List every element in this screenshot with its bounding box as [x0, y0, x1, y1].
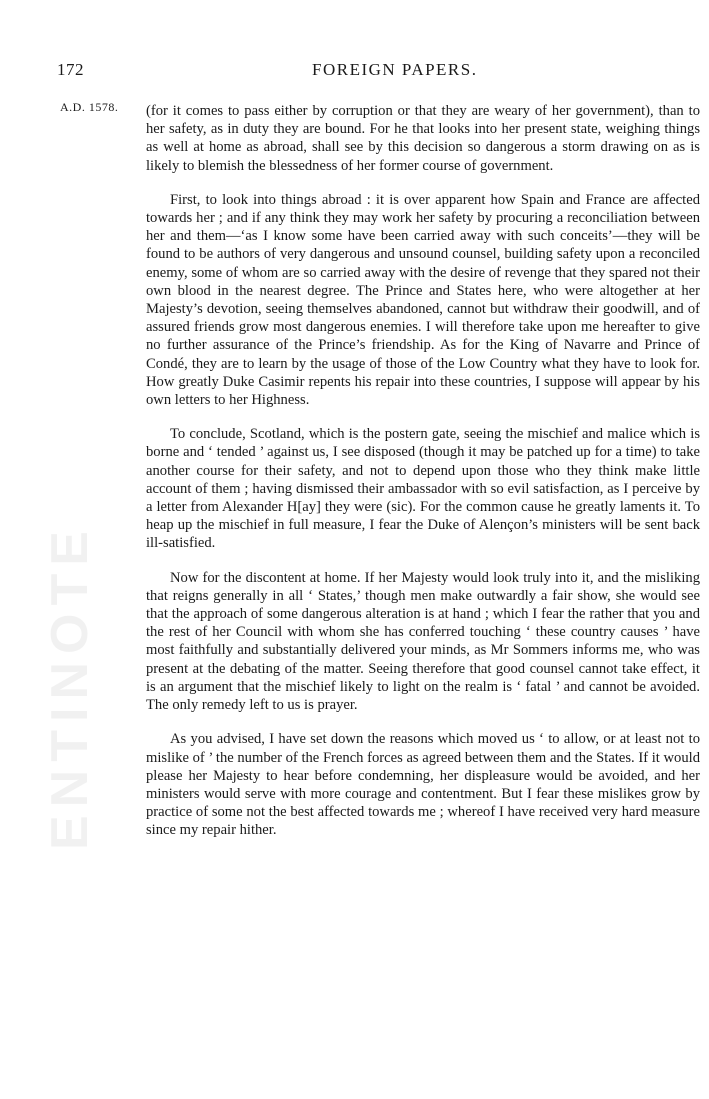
paragraph-2: First, to look into things abroad : it is over apparent how Spain and France are affected towards her ; and if any think they may work her safety by procuring a reconciliation between her and them—‘as I know some have been carried away with such conceits’—they will be found to be authors of very dangerous and unsound counsel, building safety upon a reconciled enemy, some of whom are so carried away with the desire of revenge that they spared not their own blood in the nearest degree. The Prince and States here, who were altogether at her Majesty’s devotion, seeing themselves abandoned, cannot but withdraw their goodwill, and of assured friends grow most dangerous enemies. I will therefore take upon me hereafter to give no further assurance of the Prince’s friendship. As for the King of Navarre and Prince of Condé, they are to learn by the usage of those of the Low Country what they have to look for. How greatly Duke Casimir repents his repair into these countries, I suppose will appear by his own letters to her Highness.	[146, 191, 700, 409]
paragraph-4: Now for the discontent at home. If her Majesty would look truly into it, and the misliking that reigns generally in all ‘ States,’ though men make outwardly a fair show, she would see that the approach of some dangerous alteration is at hand ; which I fear the rather that you and the rest of her Council with whom she has conferred touching ‘ these country causes ’ have most faithfully and substantially delivered your minds, as Mr Sommers informs me, who was present at the debating of the matter. Seeing therefore that good counsel cannot take effect, it is an argument that the mischief likely to light on the realm is ‘ fatal ’ and cannot be avoided. The only remedy left to us is prayer.	[146, 569, 700, 714]
page-number: 172	[57, 60, 84, 79]
watermark: ENTINOTE	[41, 523, 99, 850]
paragraph-1: (for it comes to pass either by corruption or that they are weary of her government), than to her safety, as in duty they are bound. For he that looks into her present state, weighing things as well at home as abroad, shall see by this decision so dangerous a storm drawing on as is likely to blemish the blessedness of her former course of government.	[146, 103, 700, 174]
paragraph-5: As you advised, I have set down the reasons which moved us ‘ to allow, or at least not to mislike of ’ the number of the French forces as agreed between them and the States. If it would please her Majesty to hear before condemning, her displeasure would be avoided, and her ministers would serve with more courage and contentment. But I fear these mislikes grow by practice of some not the best affected towards me ; whereof I have received very hard measure since my repair hither.	[146, 731, 700, 839]
margin-date: A.D. 1578.	[60, 100, 119, 114]
body-text	[146, 102, 700, 856]
running-title: FOREIGN PAPERS.	[312, 60, 478, 79]
paragraph-3: To conclude, Scotland, which is the postern gate, seeing the mischief and malice which is borne and ‘ tended ’ against us, I see disposed (though it may be patched up for a time) to take another course for their safety, and not to depend upon those who they think make little account of them ; having dismissed their ambassador with so evil satisfaction, as I perceive by a letter from Alexander H[ay] they were (sic). For the common cause he greatly laments it. To heap up the mischief in full measure, I fear the Duke of Alençon’s ministers will be sent back ill-satisfied.	[146, 426, 700, 552]
